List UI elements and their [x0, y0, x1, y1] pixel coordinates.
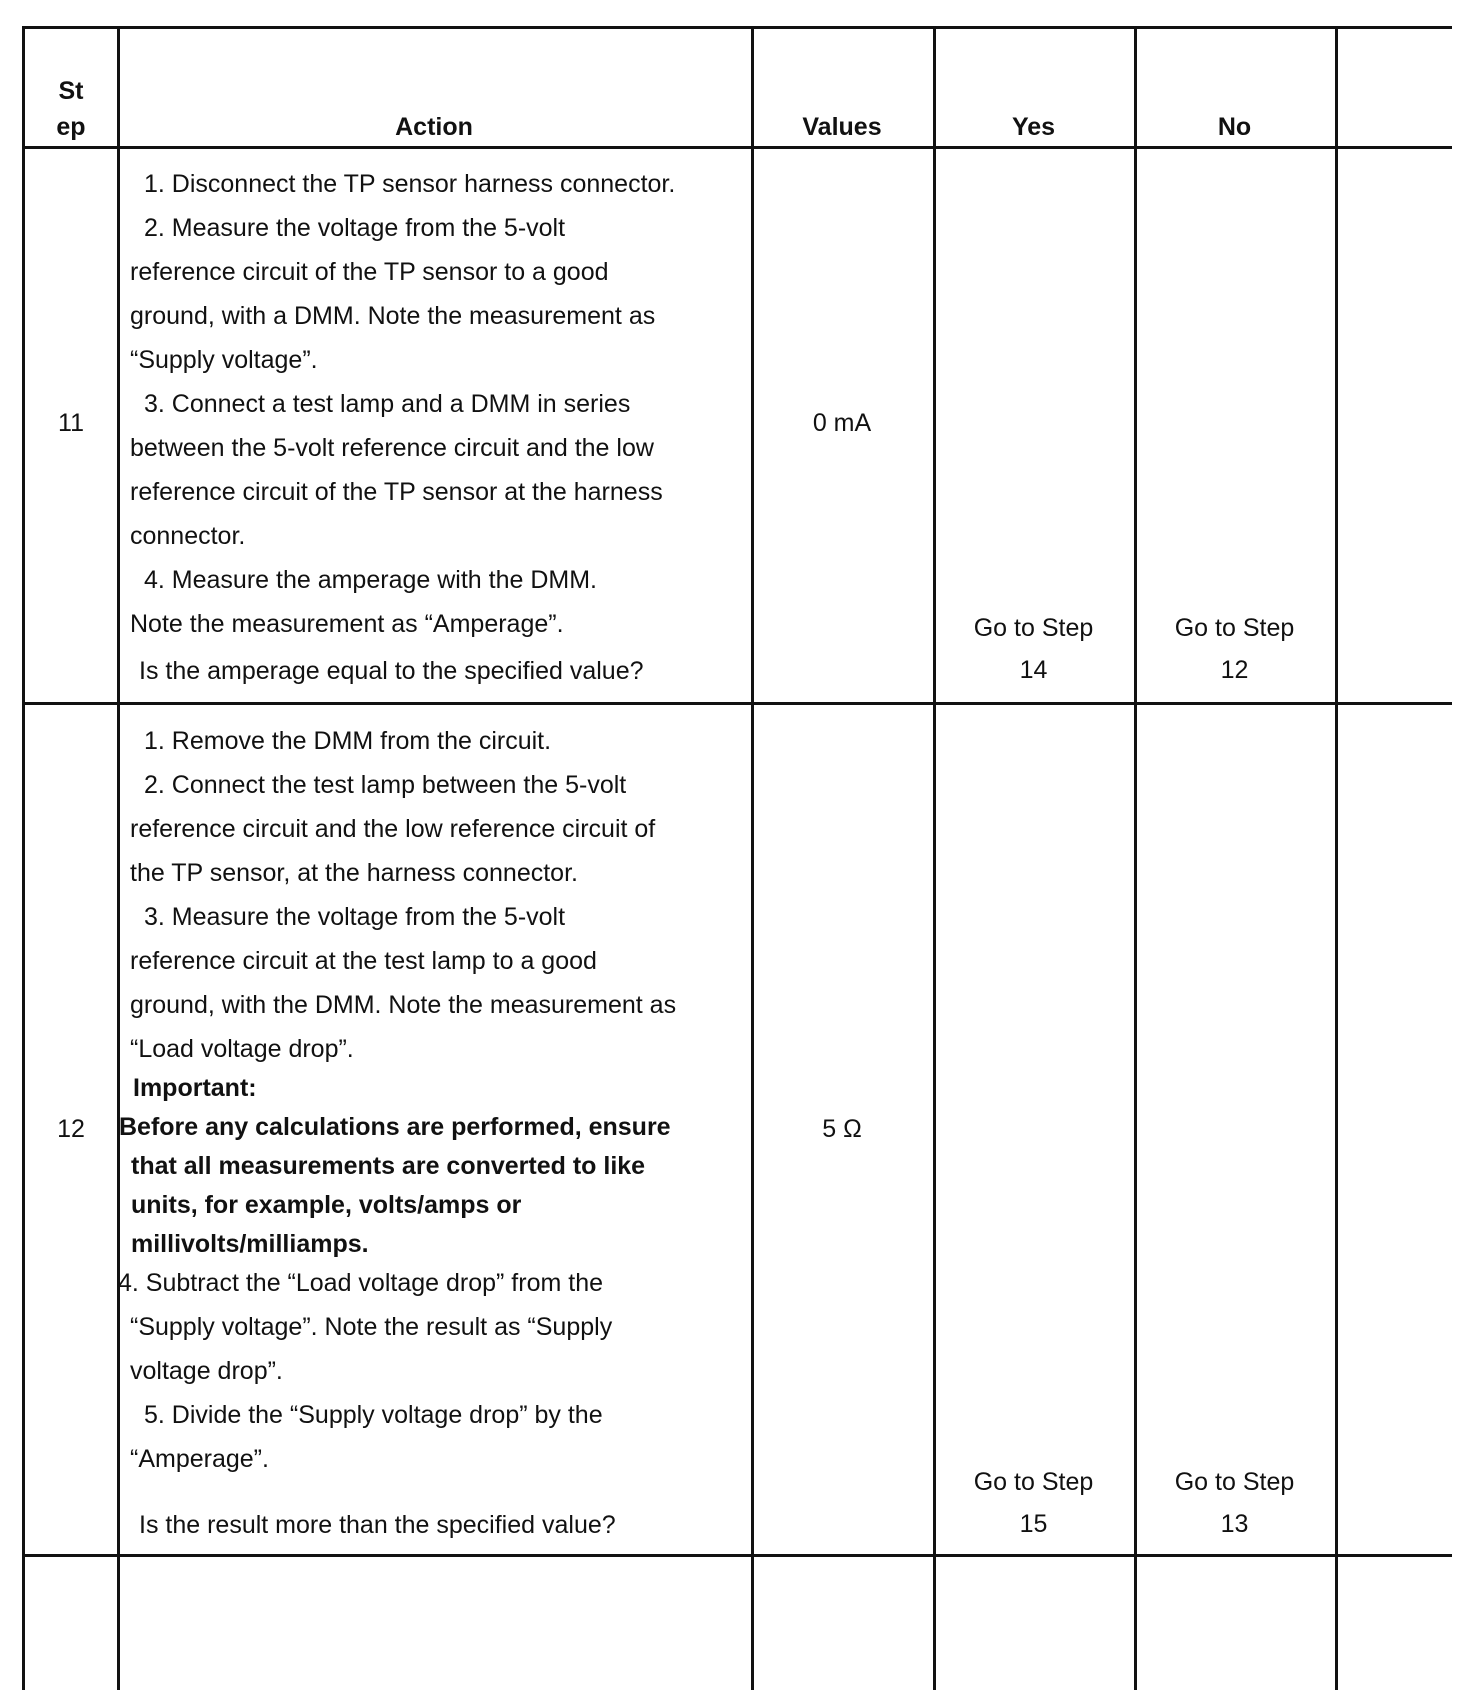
no-goto-label: Go to Step: [1174, 1468, 1295, 1496]
action-line: 3. Measure the voltage from the 5-volt: [144, 903, 566, 931]
column-divider: [1335, 29, 1338, 1690]
action-line: Note the measurement as “Amperage”.: [130, 610, 564, 638]
action-line: 4. Measure the amperage with the DMM.: [144, 566, 597, 594]
important-line: that all measurements are converted to like: [131, 1152, 646, 1180]
no-goto-step: 12: [1220, 656, 1249, 684]
value-cell: 5 Ω: [822, 1115, 862, 1143]
no-cell: [1134, 607, 1335, 691]
action-line: “Amperage”.: [130, 1445, 269, 1473]
step-number: 11: [58, 409, 84, 437]
value-cell: 0 mA: [812, 409, 872, 437]
no-goto-label: Go to Step: [1174, 614, 1295, 642]
action-line: 4. Subtract the “Load voltage drop” from the: [118, 1269, 603, 1297]
action-line: 3. Connect a test lamp and a DMM in series: [144, 390, 631, 418]
action-line: “Load voltage drop”.: [130, 1035, 354, 1063]
action-line: reference circuit at the test lamp to a good: [130, 947, 597, 975]
yes-cell: [933, 607, 1134, 691]
header-step: [25, 73, 117, 145]
action-question: Is the amperage equal to the specified value?: [139, 657, 644, 685]
header-no: No: [1217, 113, 1252, 141]
action-line: 5. Divide the “Supply voltage drop” by the: [144, 1401, 603, 1429]
column-divider: [751, 29, 754, 1690]
action-line: reference circuit of the TP sensor to a good: [130, 258, 609, 286]
row-divider: [25, 1554, 1452, 1557]
header-step-line-1: St: [58, 77, 84, 105]
action-line: “Supply voltage”. Note the result as “Supply: [130, 1313, 613, 1341]
important-line: millivolts/milliamps.: [131, 1230, 369, 1258]
action-line: reference circuit of the TP sensor at the harness: [130, 478, 663, 506]
action-line: ground, with the DMM. Note the measurement as: [130, 991, 677, 1019]
yes-goto-step: 14: [1019, 656, 1048, 684]
action-line: 2. Connect the test lamp between the 5-volt: [144, 771, 627, 799]
important-line: units, for example, volts/amps or: [131, 1191, 522, 1219]
action-cell-continued: [116, 1261, 748, 1481]
yes-goto-label: Go to Step: [973, 1468, 1094, 1496]
action-question: Is the result more than the specified value?: [139, 1511, 616, 1539]
column-divider: [1134, 29, 1137, 1690]
yes-goto-label: Go to Step: [973, 614, 1094, 642]
row-divider: [25, 702, 1452, 705]
action-line: between the 5-volt reference circuit and the low: [130, 434, 654, 462]
action-line: ground, with a DMM. Note the measurement as: [130, 302, 656, 330]
important-label: Important:: [133, 1074, 257, 1102]
important-note: [115, 1069, 749, 1264]
diagnostic-table: [22, 26, 1452, 1690]
action-line: voltage drop”.: [130, 1357, 283, 1385]
action-line: 1. Disconnect the TP sensor harness connector.: [144, 170, 676, 198]
header-yes: Yes: [1011, 113, 1056, 141]
important-line: Before any calculations are performed, ensure: [119, 1113, 671, 1141]
header-values: Values: [802, 113, 882, 141]
action-cell: [130, 162, 748, 646]
action-cell: [130, 719, 748, 1071]
column-divider: [933, 29, 936, 1690]
action-line: 1. Remove the DMM from the circuit.: [144, 727, 552, 755]
step-number: 12: [57, 1115, 85, 1143]
action-line: the TP sensor, at the harness connector.: [130, 859, 578, 887]
no-goto-step: 13: [1220, 1510, 1249, 1538]
no-cell: [1134, 1461, 1335, 1545]
action-line: reference circuit and the low reference circuit of: [130, 815, 656, 843]
yes-cell: [933, 1461, 1134, 1545]
header-step-line-2: ep: [56, 113, 86, 141]
header-action: Action: [395, 113, 473, 141]
action-line: connector.: [130, 522, 246, 550]
row-divider: [25, 146, 1452, 149]
action-line: “Supply voltage”.: [130, 346, 318, 374]
action-line: 2. Measure the voltage from the 5-volt: [144, 214, 566, 242]
yes-goto-step: 15: [1019, 1510, 1048, 1538]
